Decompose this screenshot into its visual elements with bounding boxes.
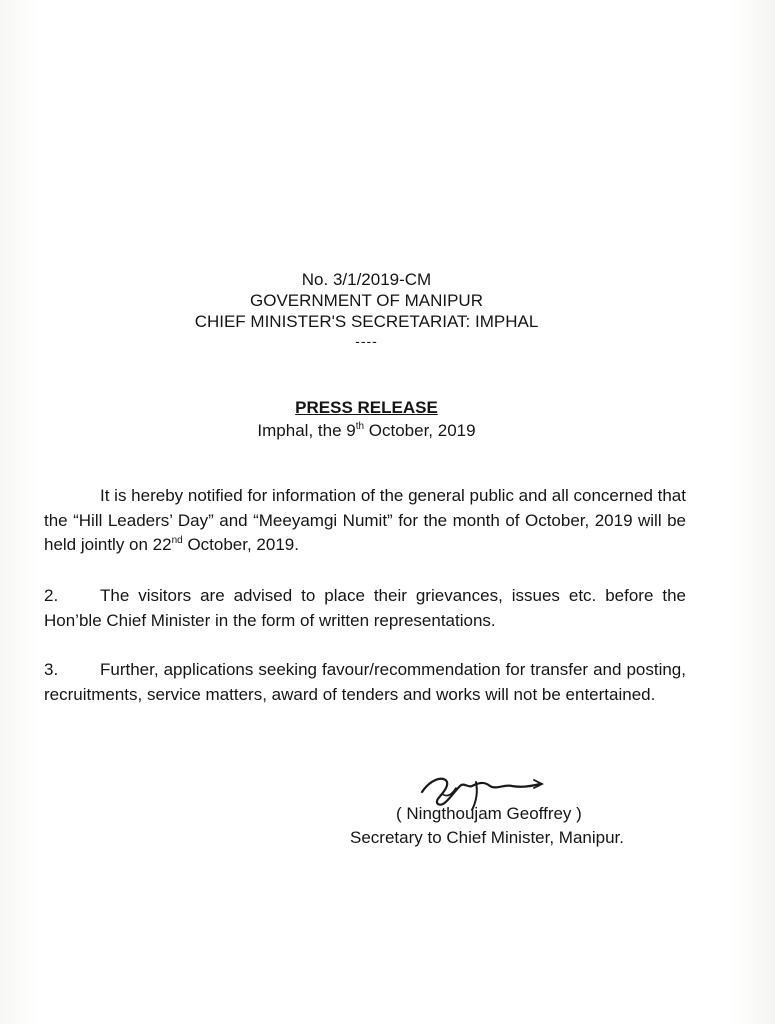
government-name: GOVERNMENT OF MANIPUR xyxy=(250,291,483,310)
signatory-designation: Secretary to Chief Minister, Manipur. xyxy=(350,828,625,847)
dateline-ordinal: th xyxy=(355,421,365,432)
paragraph-2-number: 2. xyxy=(44,586,59,605)
paragraph-1-ordinal: nd xyxy=(171,535,183,546)
signatory-name: ( Ningthoujam Geoffrey ) xyxy=(396,804,582,823)
paragraph-1 xyxy=(44,484,686,558)
release-dateline xyxy=(0,420,733,442)
paragraph-3 xyxy=(44,658,686,707)
dateline-prefix: Imphal, the 9 xyxy=(257,421,356,440)
paragraph-3-text: Further, applications seeking favour/recommendation for transfer and posting, recruitments, service matters, award of tenders and works will not be entertained. xyxy=(44,660,686,704)
paragraph-1-end: October, 2019. xyxy=(182,535,299,554)
paragraph-2 xyxy=(44,584,686,633)
header-separator: ---- xyxy=(355,333,378,349)
press-release-title: PRESS RELEASE xyxy=(295,398,438,417)
dateline-suffix: October, 2019 xyxy=(364,421,476,440)
signatory-block xyxy=(340,802,670,850)
paragraph-1-text: It is hereby notified for information of the general public and all concerned that the “Hill Leaders’ Day” and “Meeyamgi Numit” for the month of October, 2019 will be held jointly on 22 xyxy=(44,486,686,554)
reference-number: No. 3/1/2019-CM xyxy=(301,270,432,289)
office-name: CHIEF MINISTER'S SECRETARIAT: IMPHAL xyxy=(194,312,539,331)
paragraph-3-number: 3. xyxy=(44,660,59,679)
document-header xyxy=(0,269,733,350)
paragraph-2-text: The visitors are advised to place their grievances, issues etc. before the Hon’ble Chief Minister in the form of written representations. xyxy=(44,586,686,630)
